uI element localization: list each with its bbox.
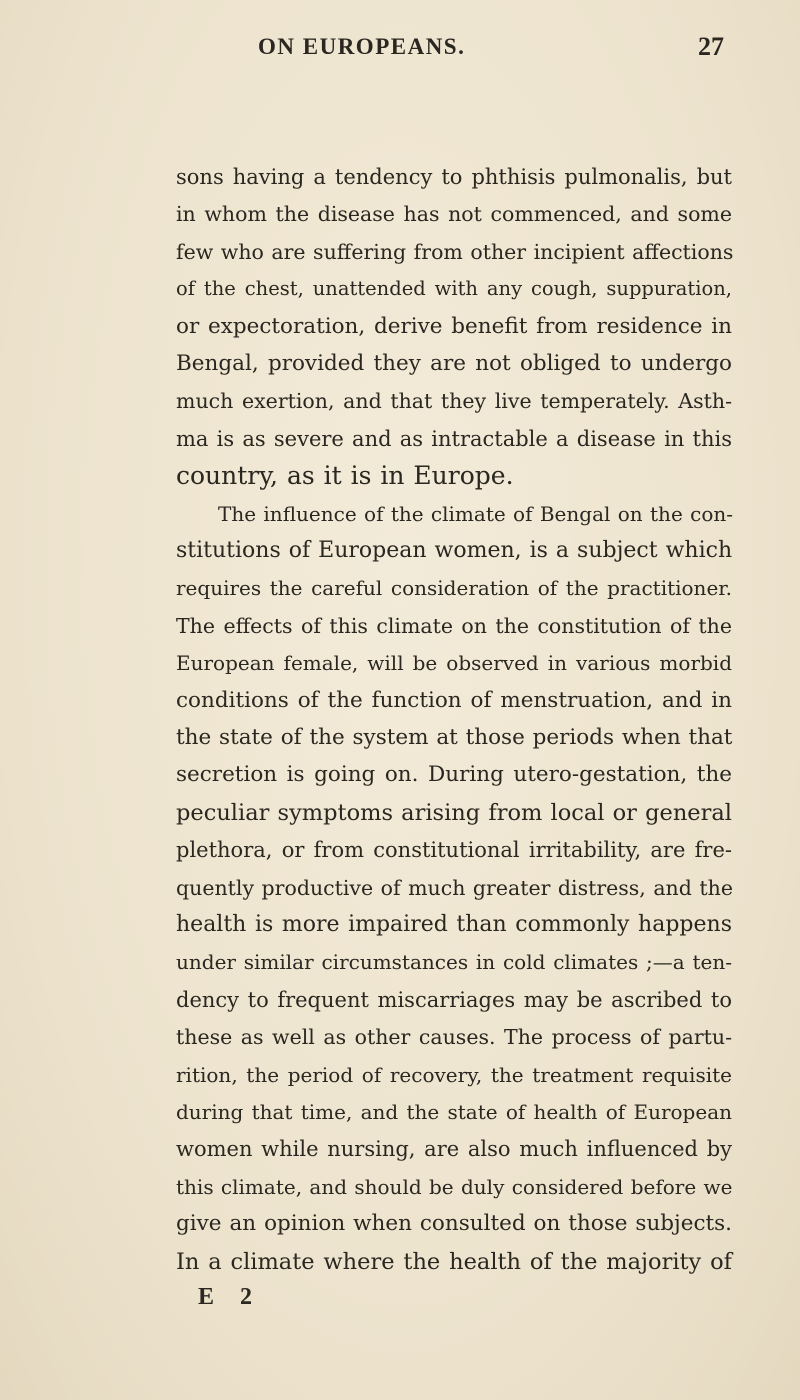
text-line: few who are suffering from other incipient affections [176,239,734,264]
text-line: quently productive of much greater distress, and the [176,875,733,900]
text-line: this climate, and should be duly considered before we [176,1174,733,1199]
text-line: secretion is going on. During utero-gestation, the [176,762,732,788]
text-line: The effects of this climate on the constitution of the [176,613,732,638]
text-line: plethora, or from constitutional irritability, are fre- [176,838,732,863]
text-line: rition, the period of recovery, the treatment requisite [176,1062,732,1087]
text-line: conditions of the function of menstruation, and in [176,687,732,713]
text-line: these as well as other causes. The process of partu- [176,1025,732,1050]
text-line: The influence of the climate of Bengal on the con- [218,501,734,526]
text-line: stitutions of European women, is a subject which [176,538,733,563]
text-line: give an opinion when consulted on those subjects. [176,1211,732,1237]
text-line: ma is as severe and as intractable a disease in this [176,426,732,451]
text-line: women while nursing, are also much influenced by [176,1137,732,1162]
text-line: requires the careful consideration of the practitioner. [176,576,732,601]
text-line: country, as it is in Europe. [176,461,514,491]
text-line: of the chest, unattended with any cough, suppuration, [176,277,732,301]
running-header [0,28,800,68]
text-line: in whom the disease has not commenced, and some [176,202,732,227]
text-line: health is more impaired than commonly happens [176,912,732,937]
text-line: In a climate where the health of the majority of [176,1248,732,1275]
text-line: during that time, and the state of health of European [176,1100,732,1124]
text-line: dency to frequent miscarriages may be ascribed to [176,987,732,1012]
text-line: or expectoration, derive benefit from residence in [176,313,732,339]
text-line: sons having a tendency to phthisis pulmonalis, but [176,165,732,189]
header-title: ON EUROPEANS. [258,34,466,59]
text-line: European female, will be observed in various morbid [176,651,732,676]
text-line: Bengal, provided they are not obliged to undergo [176,351,732,376]
signature-mark: E 2 [198,1284,263,1310]
text-line: the state of the system at those periods when that [176,725,733,750]
page-number: 27 [698,32,724,61]
text-line: much exertion, and that they live temperately. Asth- [176,389,732,414]
text-line: under similar circumstances in cold climates ;—a ten- [176,950,732,975]
text-line: peculiar symptoms arising from local or general [176,799,732,826]
